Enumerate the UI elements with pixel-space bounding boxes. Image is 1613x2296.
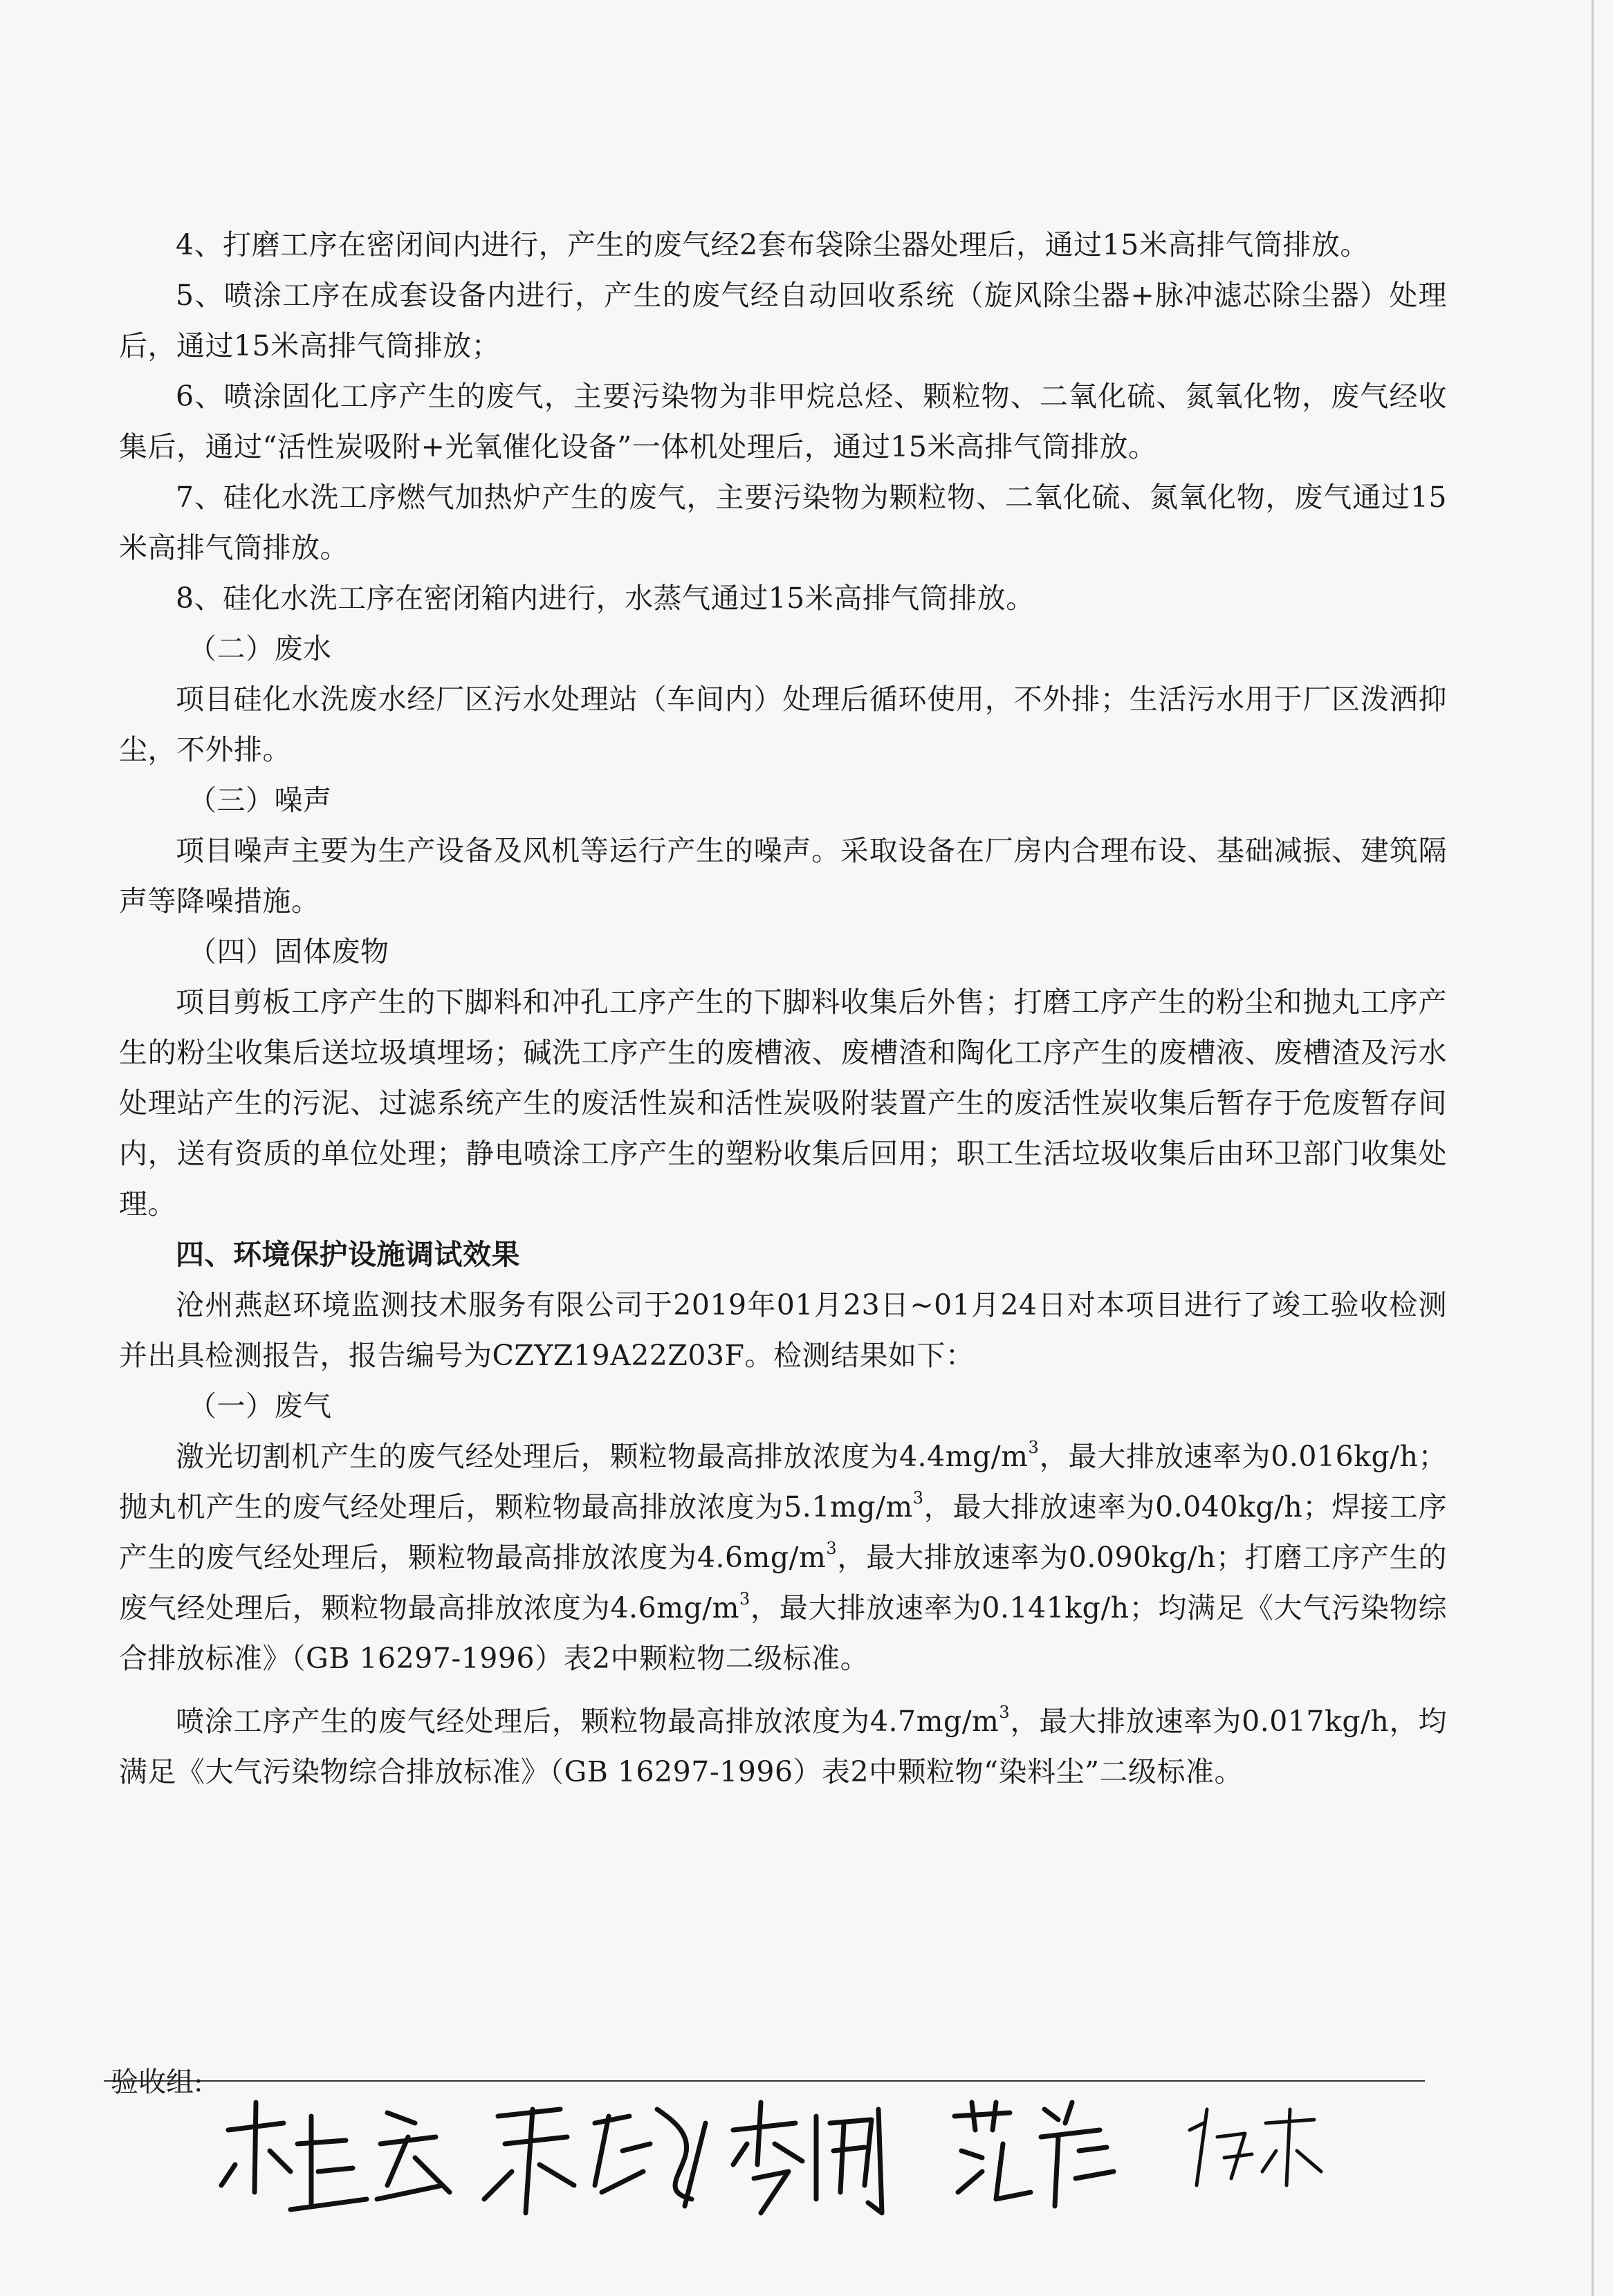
paragraph-item-8: 8、硅化水洗工序在密闭箱内进行，水蒸气通过15米高排气筒排放。 — [176, 582, 1035, 615]
unit-superscript: 3 — [999, 1703, 1011, 1723]
exhaust-results-paragraph — [119, 1432, 1447, 1684]
acceptance-group-label: 验收组: — [111, 2066, 203, 2098]
signature-5 — [1190, 2109, 1321, 2185]
document-body — [119, 220, 1447, 1797]
signature-4 — [955, 2102, 1114, 2206]
paragraph-item-4: 4、打磨工序在密闭间内进行，产生的废气经2套布袋除尘器处理后，通过15米高排气筒排放。 — [176, 228, 1369, 261]
scan-edge-line — [1592, 0, 1594, 2296]
section-4-heading: 四、环境保护设施调试效果 — [176, 1238, 520, 1271]
noise-text: 项目噪声主要为生产设备及风机等运行产生的噪声。采取设备在厂房内合理布设、基础减振、建筑隔声等降噪措施。 — [119, 834, 1447, 918]
unit-superscript: 3 — [912, 1488, 924, 1508]
solid-waste-heading: （四）固体废物 — [188, 935, 389, 968]
unit-superscript: 3 — [826, 1539, 838, 1559]
spray-exhaust-paragraph — [119, 1696, 1447, 1797]
paragraph-item-5: 5、喷涂工序在成套设备内进行，产生的废气经自动回收系统（旋风除尘器+脉冲滤芯除尘器）处理后，通过15米高排气筒排放； — [119, 279, 1447, 362]
signature-3 — [733, 2102, 882, 2213]
signature-2 — [484, 2109, 706, 2213]
paragraph-item-6: 6、喷涂固化工序产生的废气，主要污染物为非甲烷总烃、颗粒物、二氧化硫、氮氧化物，废气经收集后，通过“活性炭吸附+光氧催化设备”一体机处理后，通过15米高排气筒排放。 — [119, 380, 1447, 463]
unit-superscript: 3 — [1028, 1438, 1040, 1458]
wastewater-text: 项目硅化水洗废水经厂区污水处理站（车间内）处理后循环使用，不外排；生活污水用于厂区泼洒抑尘，不外排。 — [119, 683, 1447, 766]
exhaust-text-d: ，最大排放速率为0.090kg/h；打磨工序产生的废气经处理后，颗粒物最高排放浓度为4.6mg/m — [119, 1541, 1447, 1624]
handwritten-signatures — [208, 2082, 1383, 2234]
wastewater-heading: （二）废水 — [188, 632, 332, 665]
spray-text-b: ，最大排放速率为0.017kg/h，均满足《大气污染物综合排放标准》（GB 16297-1996）表2中颗粒物“染料尘”二级标准。 — [119, 1705, 1447, 1788]
exhaust-text-c: ，最大排放速率为0.040kg/h；焊接工序产生的废气经处理后，颗粒物最高排放浓度为4.6mg/m — [119, 1490, 1447, 1574]
unit-superscript: 3 — [739, 1589, 750, 1609]
solid-waste-text: 项目剪板工序产生的下脚料和冲孔工序产生的下脚料收集后外售；打磨工序产生的粉尘和抛丸工序产生的粉尘收集后送垃圾填埋场；碱洗工序产生的废槽液、废槽渣和陶化工序产生的废槽液、废槽渣及污水处理站产生的污泥、过滤系统产生的废活性炭和活性炭吸附装置产生的废活性炭收集后暂存于危废暂存间内，送有资质的单位处理；静电喷涂工序产生的塑粉收集后回用；职工生活垃圾收集后由环卫部门收集处理。 — [119, 985, 1447, 1221]
section-4-intro: 沧州燕赵环境监测技术服务有限公司于2019年01月23日~01月24日对本项目进行了竣工验收检测并出具检测报告，报告编号为CZYZ19A22Z03F。检测结果如下： — [119, 1288, 1447, 1372]
exhaust-text-a: 激光切割机产生的废气经处理后，颗粒物最高排放浓度为4.4mg/m — [176, 1440, 1029, 1473]
paragraph-item-7: 7、硅化水洗工序燃气加热炉产生的废气，主要污染物为颗粒物、二氧化硫、氮氧化物，废气通过15米高排气筒排放。 — [119, 481, 1447, 564]
spray-text-a: 喷涂工序产生的废气经处理后，颗粒物最高排放浓度为4.7mg/m — [176, 1705, 999, 1738]
paragraph-gap — [119, 1684, 1447, 1696]
signature-area — [208, 2082, 1383, 2234]
exhaust-text-e: ，最大排放速率为0.141kg/h；均满足《大气污染物综合排放标准》（GB 16297-1996）表2中颗粒物二级标准。 — [119, 1591, 1447, 1675]
noise-heading: （三）噪声 — [188, 784, 332, 817]
signature-1 — [221, 2102, 450, 2210]
exhaust-sub-heading: （一）废气 — [188, 1389, 332, 1423]
exhaust-text-b: ，最大排放速率为0.016kg/h；抛丸机产生的废气经处理后，颗粒物最高排放浓度为5.1mg/m — [119, 1440, 1447, 1524]
